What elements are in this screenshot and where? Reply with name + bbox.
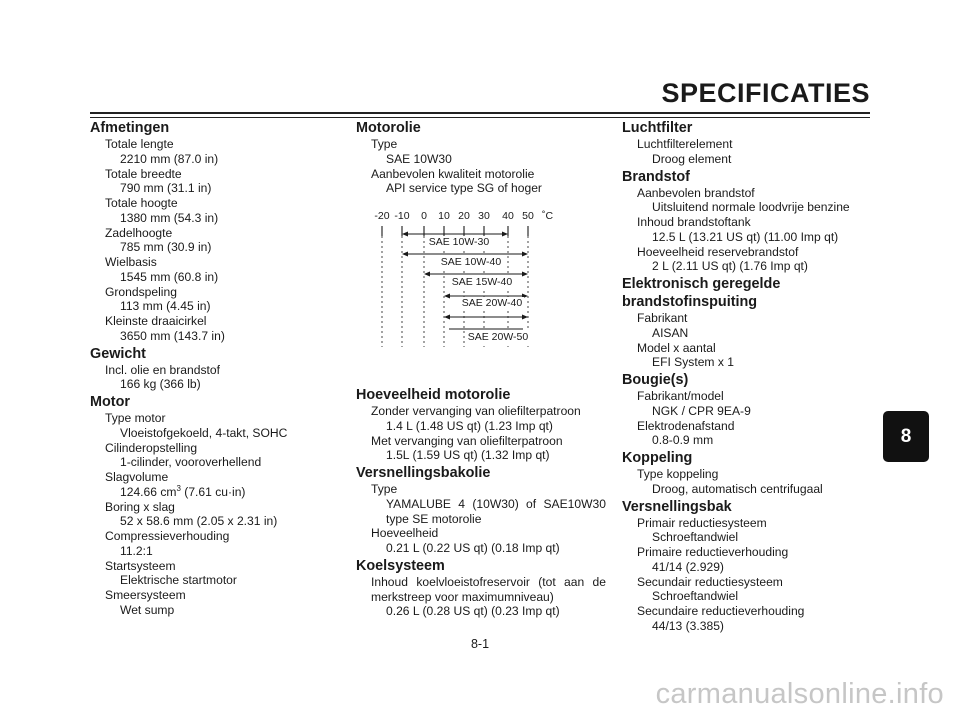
spec-value: Vloeistofgekoeld, 4-takt, SOHC [120,425,288,440]
section-heading-gewicht: Gewicht [90,345,146,362]
spec-value: 1545 mm (60.8 in) [120,269,219,284]
spec-value: 0.26 L (0.28 US qt) (0.23 Imp qt) [386,604,560,619]
spec-label: merkstreep voor maximumniveau) [371,589,554,604]
oil-grade-label: SAE 10W-30 [428,236,490,248]
range-arrow-left [444,315,450,320]
spec-label: Fabrikant/model [637,389,724,403]
spec-label: Fabrikant [637,311,688,325]
page-title: SPECIFICATIES [661,78,870,108]
section-heading-motorolie: Motorolie [356,120,421,136]
column-left [90,119,330,618]
spec-value: 1.4 L (1.48 US qt) (1.23 Imp qt) [386,418,553,433]
spec-label: Totale breedte [105,166,182,181]
spec-value: Schroeftandwiel [652,589,739,604]
spec-label: Boring x slag [105,499,175,514]
spec-value: EFI System x 1 [652,355,734,370]
spec-label: Secundaire reductieverhouding [637,604,805,618]
range-arrow-right [502,232,508,237]
spec-label: Smeersysteem [105,588,186,602]
spec-value: 2 L (2.11 US qt) (1.76 Imp qt) [652,259,808,274]
spec-label: Cilinderopstelling [105,440,198,455]
spec-value: 11.2:1 [120,543,153,558]
displacement-imperial: (7.61 cu·in) [180,484,246,499]
section-heading-afmetingen: Afmetingen [90,120,170,136]
oil-grade-label: SAE 10W-40 [440,256,502,268]
spec-value: 52 x 58.6 mm (2.05 x 2.31 in) [120,514,278,529]
spec-label: Startsysteem [105,558,176,573]
page-number: 8-1 [470,637,490,651]
spec-label: Aanbevolen brandstof [637,185,755,200]
section-heading-luchtfilter: Luchtfilter [622,120,693,136]
spec-value: 0.21 L (0.22 US qt) (0.18 Imp qt) [386,541,560,555]
spec-label: Zadelhoogte [105,225,173,240]
spec-label: Aanbevolen kwaliteit motorolie [371,166,535,181]
header-rule [90,112,870,114]
spec-label: Compressieverhouding [105,529,230,543]
temperature-unit: ˚C [542,210,554,222]
spec-label: Primaire reductieverhouding [637,545,789,559]
spec-label: Inhoud brandstoftank [637,215,751,229]
spec-value: Droog, automatisch centrifugaal [652,481,823,496]
spec-value: YAMALUBE 4 (10W30) of SAE10W30 [386,496,606,511]
spec-value: 3650 mm (143.7 in) [120,328,225,343]
spec-value: 0.8-0.9 mm [652,433,714,448]
spec-value: AISAN [652,325,689,340]
temperature-label: 40 [502,210,514,222]
spec-label: Totale lengte [105,137,174,151]
spec-value: 12.5 L (13.21 US qt) (11.00 Imp qt) [652,229,839,244]
spec-value: 1380 mm (54.3 in) [120,210,219,225]
section-heading-motor: Motor [90,394,130,410]
section-heading-koppeling: Koppeling [622,450,693,466]
spec-value: SAE 10W30 [386,151,452,166]
temperature-label: -10 [394,210,410,222]
oil-grade-label: SAE 20W-40 [461,297,523,309]
range-arrow-left [402,252,408,257]
temperature-label: 30 [478,210,490,222]
range-arrow-right [522,252,528,257]
spec-value: 44/13 (3.385) [652,618,724,633]
header-rule-thin [90,117,870,118]
column-right [622,119,872,634]
spec-value: 1.5L (1.59 US qt) (1.32 Imp qt) [386,448,550,463]
spec-label: Incl. olie en brandstof [105,362,220,377]
spec-value: 2210 mm (87.0 in) [120,151,219,166]
oil-grade-label: SAE 20W-50 [467,331,529,343]
section-heading-koelsysteem: Koelsysteem [356,557,445,574]
spec-label: Slagvolume [105,470,169,484]
section-heading-hoeveelheid-motorolie: Hoeveelheid motorolie [356,387,511,403]
spec-label: Type [371,137,398,151]
spec-label: Elektrodenafstand [637,418,735,433]
spec-label: Hoeveelheid [371,526,439,541]
spec-label: Type motor [105,411,166,425]
spec-value: 166 kg (366 lb) [120,377,201,392]
spec-value: Droog element [652,151,732,166]
spec-value: 113 mm (4.45 in) [120,299,211,314]
spec-label: Hoeveelheid reservebrandstof [637,244,799,259]
spec-label: Type koppeling [637,467,719,481]
spec-label: Model x aantal [637,340,716,355]
spec-label: Kleinste draaicirkel [105,314,207,328]
spec-value: Uitsluitend normale loodvrije benzine [652,200,850,215]
spec-value: Wet sump [120,602,175,617]
spec-label: Met vervanging van oliefilterpatroon [371,433,563,448]
column-middle [356,119,606,619]
spec-label: Grondspeling [105,284,177,299]
spec-value: Elektrische startmotor [120,573,237,588]
section-heading-bougie: Bougie(s) [622,372,689,388]
spec-label: Type [371,482,398,496]
watermark: carmanualsonline.info [655,678,944,710]
section-heading-brandstof: Brandstof [622,168,690,185]
section-heading-inspuiting-2: brandstofinspuiting [622,294,758,310]
spec-value: 790 mm (31.1 in) [120,181,212,196]
range-arrow-right [522,315,528,320]
spec-label: Inhoud koelvloeistofreservoir (tot aan de [371,574,606,589]
spec-label: Totale hoogte [105,196,178,210]
section-heading-versnellingsbakolie: Versnellingsbakolie [356,465,491,481]
spec-label: Wielbasis [105,255,157,269]
spec-label: Zonder vervanging van oliefilterpatroon [371,404,581,418]
spec-label: Luchtfilterelement [637,137,733,151]
temperature-label: 50 [522,210,534,222]
temperature-label: 10 [438,210,450,222]
spec-value: type SE motorolie [386,511,482,526]
spec-label: Primair reductiesysteem [637,515,767,530]
range-arrow-left [402,232,408,237]
oil-grade-label: SAE 15W-40 [451,276,513,288]
range-arrow-right [522,272,528,277]
spec-value: 1-cilinder, vooroverhellend [120,455,262,470]
oil-viscosity-chart [356,209,606,385]
spec-value: API service type SG of hoger [386,181,542,196]
superscript: 3 [176,483,181,493]
temperature-label: 20 [458,210,470,222]
section-heading-versnellingsbak: Versnellingsbak [622,498,732,515]
range-arrow-left [424,272,430,277]
temperature-label: 0 [421,210,427,222]
spec-label: Secundair reductiesysteem [637,574,783,589]
spec-value: Schroeftandwiel [652,530,739,545]
spec-value: 41/14 (2.929) [652,559,724,574]
temperature-label: -20 [374,210,390,222]
range-arrow-left [444,294,450,299]
spec-value: NGK / CPR 9EA-9 [652,403,751,418]
chapter-tab: 8 [883,411,929,462]
section-heading-inspuiting-1: Elektronisch geregelde [622,276,781,292]
spec-value-displacement [90,485,330,500]
spec-value: 785 mm (30.9 in) [120,240,212,255]
displacement-number: 124.66 cm [120,484,177,499]
